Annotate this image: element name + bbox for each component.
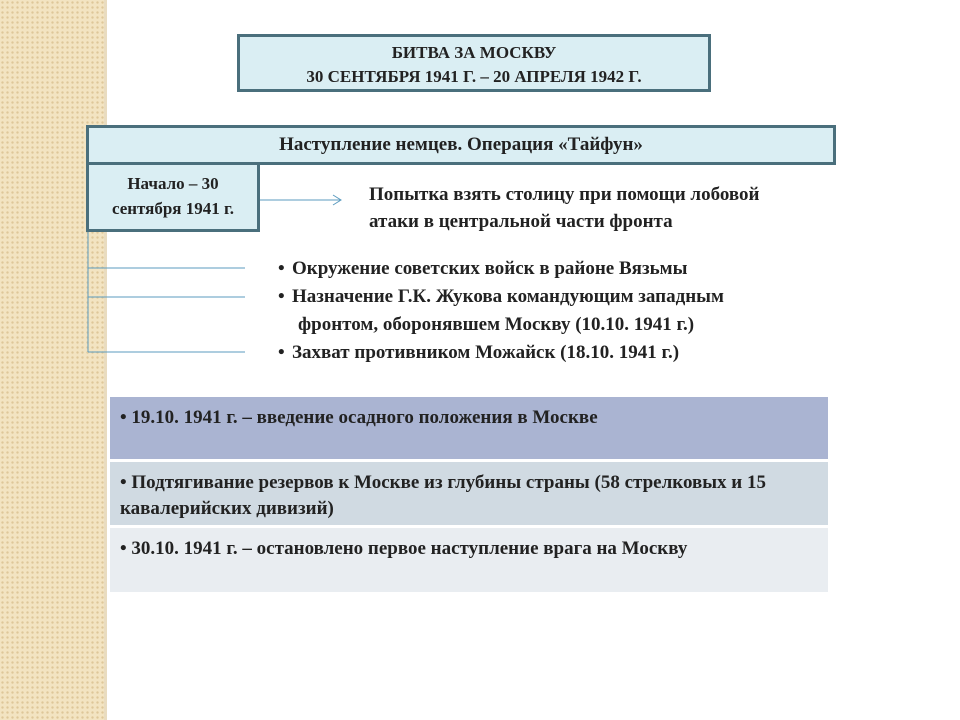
title-line-2: 30 СЕНТЯБРЯ 1941 Г. – 20 АПРЕЛЯ 1942 Г. [306, 67, 642, 86]
event-item [278, 339, 878, 367]
bullet-icon: • [278, 286, 285, 307]
event-item [278, 283, 878, 339]
goal-description [369, 181, 889, 235]
table-row-text: • Подтягивание резервов к Москве из глубины страны (58 стрелковых и 15 кавалерийских дивизий) [120, 472, 767, 519]
event-item [278, 255, 878, 283]
event-text-continuation: фронтом, оборонявшем Москву (10.10. 1941 г.) [298, 314, 695, 335]
goal-line-2: атаки в центральной части фронта [369, 211, 673, 232]
events-list [278, 255, 878, 367]
event-text: Захват противником Можайск (18.10. 1941 г.) [292, 342, 680, 363]
goal-line-1: Попытка взять столицу при помощи лобовой [369, 184, 760, 205]
event-text: Назначение Г.К. Жукова командующим западным [292, 286, 724, 307]
events-table [110, 397, 828, 595]
event-text: Окружение советских войск в районе Вязьмы [292, 258, 688, 279]
bullet-icon: • [278, 342, 285, 363]
table-row [110, 462, 828, 525]
table-row-text: • 30.10. 1941 г. – остановлено первое наступление врага на Москву [120, 538, 688, 559]
title-line-1: БИТВА ЗА МОСКВУ [391, 43, 557, 62]
table-row-text: • 19.10. 1941 г. – введение осадного положения в Москве [120, 407, 598, 428]
start-line-1: Начало – 30 [127, 174, 219, 193]
bullet-icon: • [278, 258, 285, 279]
table-row [110, 397, 828, 459]
start-line-2: сентября 1941 г. [111, 199, 235, 218]
table-row [110, 528, 828, 592]
operation-label: Наступление немцев. Операция «Тайфун» [279, 134, 643, 155]
